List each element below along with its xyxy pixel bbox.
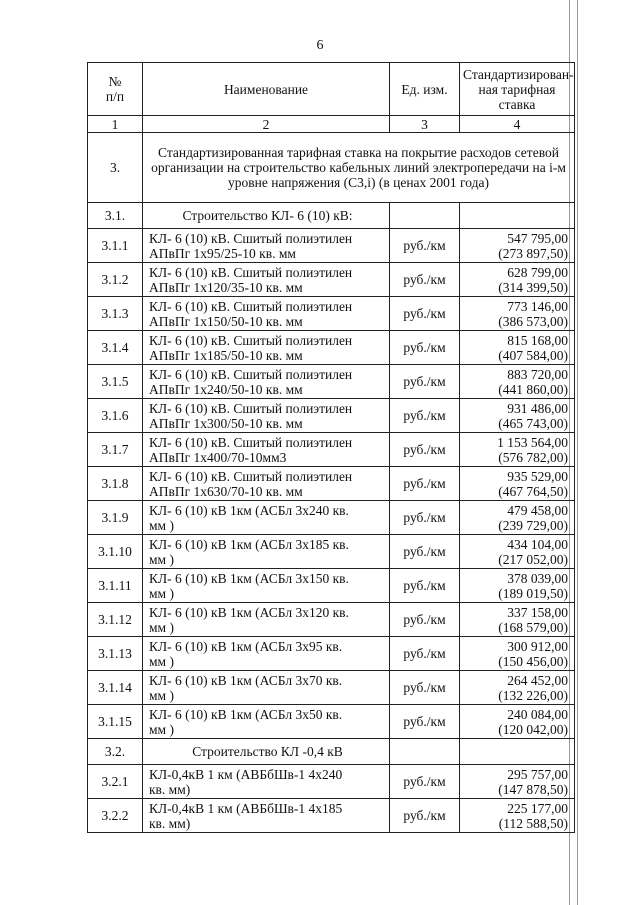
rate-value: 773 146,00 <box>507 298 568 314</box>
row-rate <box>460 501 575 535</box>
row-name: КЛ- 6 (10) кВ 1км (АСБл 3х95 кв. мм ) <box>143 637 390 671</box>
rate-value-secondary: (576 782,00) <box>498 449 568 465</box>
row-number: 3.1.8 <box>88 467 143 501</box>
row-rate <box>460 331 575 365</box>
rate-value: 883 720,00 <box>507 366 568 382</box>
row-name: КЛ- 6 (10) кВ 1км (АСБл 3х50 кв. мм ) <box>143 705 390 739</box>
row-number: 3.1.11 <box>88 569 143 603</box>
subsection-number: 3.2. <box>88 739 143 765</box>
row-name: КЛ- 6 (10) кВ. Сшитый полиэтилен АПвПг 1х120/35-10 кв. мм <box>143 263 390 297</box>
row-name: КЛ- 6 (10) кВ. Сшитый полиэтилен АПвПг 1х630/70-10 кв. мм <box>143 467 390 501</box>
row-name: КЛ- 6 (10) кВ. Сшитый полиэтилен АПвПг 1х95/25-10 кв. мм <box>143 229 390 263</box>
section-row <box>88 133 575 203</box>
column-number: 2 <box>143 116 390 133</box>
table-row <box>88 637 575 671</box>
rate-value-secondary: (112 588,50) <box>498 815 568 831</box>
subsection-row <box>88 739 575 765</box>
row-rate <box>460 297 575 331</box>
rate-value-secondary: (120 042,00) <box>498 721 568 737</box>
row-unit: руб./км <box>390 297 460 331</box>
row-name: КЛ- 6 (10) кВ 1км (АСБл 3х120 кв. мм ) <box>143 603 390 637</box>
row-name: КЛ-0,4кВ 1 км (АВБбШв-1 4х185 кв. мм) <box>143 799 390 833</box>
empty-cell <box>460 739 575 765</box>
row-name: КЛ- 6 (10) кВ. Сшитый полиэтилен АПвПг 1х150/50-10 кв. мм <box>143 297 390 331</box>
row-unit: руб./км <box>390 799 460 833</box>
rate-value-secondary: (217 052,00) <box>498 551 568 567</box>
table-row <box>88 569 575 603</box>
row-number: 3.1.7 <box>88 433 143 467</box>
section-title: Стандартизированная тарифная ставка на покрытие расходов сетевой организации на строительство кабельных линий электропередачи на i-м уровне напряжения (С3,i) (в ценах 2001 года) <box>143 133 575 203</box>
table-row <box>88 705 575 739</box>
row-number: 3.2.1 <box>88 765 143 799</box>
row-rate <box>460 399 575 433</box>
header-rate: Стандартизирован- ная тарифная ставка <box>460 63 575 116</box>
rate-value: 547 795,00 <box>507 230 568 246</box>
rate-value: 815 168,00 <box>507 332 568 348</box>
row-name: КЛ- 6 (10) кВ. Сшитый полиэтилен АПвПг 1х400/70-10мм3 <box>143 433 390 467</box>
row-rate <box>460 671 575 705</box>
rate-value: 295 757,00 <box>507 766 568 782</box>
row-name: КЛ- 6 (10) кВ 1км (АСБл 3х240 кв. мм ) <box>143 501 390 535</box>
row-rate <box>460 467 575 501</box>
row-rate <box>460 569 575 603</box>
rate-value: 264 452,00 <box>507 672 568 688</box>
row-rate <box>460 765 575 799</box>
row-rate <box>460 365 575 399</box>
rate-value-secondary: (239 729,00) <box>498 517 568 533</box>
row-number: 3.2.2 <box>88 799 143 833</box>
empty-cell <box>390 739 460 765</box>
row-number: 3.1.12 <box>88 603 143 637</box>
row-unit: руб./км <box>390 671 460 705</box>
header-unit: Ед. изм. <box>390 63 460 116</box>
row-unit: руб./км <box>390 637 460 671</box>
rate-value: 935 529,00 <box>507 468 568 484</box>
rate-value-secondary: (150 456,00) <box>498 653 568 669</box>
table-row <box>88 229 575 263</box>
row-name: КЛ- 6 (10) кВ 1км (АСБл 3х150 кв. мм ) <box>143 569 390 603</box>
subsection-row <box>88 203 575 229</box>
row-name: КЛ- 6 (10) кВ. Сшитый полиэтилен АПвПг 1х185/50-10 кв. мм <box>143 331 390 365</box>
row-unit: руб./км <box>390 705 460 739</box>
row-number: 3.1.3 <box>88 297 143 331</box>
row-number: 3.1.4 <box>88 331 143 365</box>
table-header-row <box>88 63 575 116</box>
rate-value: 931 486,00 <box>507 400 568 416</box>
rate-value: 225 177,00 <box>507 800 568 816</box>
scan-edge-line <box>577 0 578 905</box>
header-no: № п/п <box>88 63 143 116</box>
rate-value-secondary: (407 584,00) <box>498 347 568 363</box>
row-rate <box>460 263 575 297</box>
rate-value-secondary: (314 399,50) <box>498 279 568 295</box>
row-unit: руб./км <box>390 331 460 365</box>
row-unit: руб./км <box>390 263 460 297</box>
table-row <box>88 467 575 501</box>
rate-value: 628 799,00 <box>507 264 568 280</box>
tariff-table <box>87 62 575 833</box>
row-unit: руб./км <box>390 501 460 535</box>
table-row <box>88 399 575 433</box>
row-rate <box>460 535 575 569</box>
row-unit: руб./км <box>390 765 460 799</box>
table-row <box>88 501 575 535</box>
table-row <box>88 765 575 799</box>
row-name: КЛ- 6 (10) кВ 1км (АСБл 3х185 кв. мм ) <box>143 535 390 569</box>
rate-value-secondary: (168 579,00) <box>498 619 568 635</box>
row-number: 3.1.14 <box>88 671 143 705</box>
rate-value-secondary: (441 860,00) <box>498 381 568 397</box>
row-number: 3.1.6 <box>88 399 143 433</box>
rate-value-secondary: (465 743,00) <box>498 415 568 431</box>
table-row <box>88 331 575 365</box>
table-row <box>88 365 575 399</box>
row-rate <box>460 705 575 739</box>
row-rate <box>460 637 575 671</box>
column-number: 3 <box>390 116 460 133</box>
row-number: 3.1.13 <box>88 637 143 671</box>
row-rate <box>460 799 575 833</box>
row-unit: руб./км <box>390 569 460 603</box>
row-unit: руб./км <box>390 365 460 399</box>
subsection-title: Строительство КЛ- 6 (10) кВ: <box>143 203 390 229</box>
rate-value: 1 153 564,00 <box>497 434 568 450</box>
row-number: 3.1.10 <box>88 535 143 569</box>
row-name: КЛ- 6 (10) кВ. Сшитый полиэтилен АПвПг 1х240/50-10 кв. мм <box>143 365 390 399</box>
row-number: 3.1.1 <box>88 229 143 263</box>
row-number: 3.1.2 <box>88 263 143 297</box>
row-name: КЛ- 6 (10) кВ. Сшитый полиэтилен АПвПг 1х300/50-10 кв. мм <box>143 399 390 433</box>
section-number: 3. <box>88 133 143 203</box>
rate-value-secondary: (189 019,50) <box>498 585 568 601</box>
rate-value-secondary: (467 764,50) <box>498 483 568 499</box>
rate-value: 378 039,00 <box>507 570 568 586</box>
rate-value: 337 158,00 <box>507 604 568 620</box>
rate-value-secondary: (147 878,50) <box>498 781 568 797</box>
row-name: КЛ- 6 (10) кВ 1км (АСБл 3х70 кв. мм ) <box>143 671 390 705</box>
row-name: КЛ-0,4кВ 1 км (АВБбШв-1 4х240 кв. мм) <box>143 765 390 799</box>
row-unit: руб./км <box>390 603 460 637</box>
table-row <box>88 433 575 467</box>
column-number: 4 <box>460 116 575 133</box>
rate-value: 479 458,00 <box>507 502 568 518</box>
column-numbers-row <box>88 116 575 133</box>
row-number: 3.1.5 <box>88 365 143 399</box>
row-unit: руб./км <box>390 467 460 501</box>
table-row <box>88 671 575 705</box>
page-number: 6 <box>316 38 324 53</box>
rate-value-secondary: (273 897,50) <box>498 245 568 261</box>
table-row <box>88 535 575 569</box>
empty-cell <box>390 203 460 229</box>
rate-value: 300 912,00 <box>507 638 568 654</box>
row-unit: руб./км <box>390 535 460 569</box>
rate-value-secondary: (386 573,00) <box>498 313 568 329</box>
row-unit: руб./км <box>390 229 460 263</box>
table-row <box>88 263 575 297</box>
row-rate <box>460 433 575 467</box>
table-row <box>88 799 575 833</box>
table-row <box>88 603 575 637</box>
rate-value: 434 104,00 <box>507 536 568 552</box>
column-number: 1 <box>88 116 143 133</box>
row-unit: руб./км <box>390 433 460 467</box>
table-row <box>88 297 575 331</box>
subsection-title: Строительство КЛ -0,4 кВ <box>143 739 390 765</box>
row-rate <box>460 603 575 637</box>
rate-value: 240 084,00 <box>507 706 568 722</box>
row-number: 3.1.15 <box>88 705 143 739</box>
header-name: Наименование <box>143 63 390 116</box>
rate-value-secondary: (132 226,00) <box>498 687 568 703</box>
row-rate <box>460 229 575 263</box>
empty-cell <box>460 203 575 229</box>
row-unit: руб./км <box>390 399 460 433</box>
row-number: 3.1.9 <box>88 501 143 535</box>
subsection-number: 3.1. <box>88 203 143 229</box>
